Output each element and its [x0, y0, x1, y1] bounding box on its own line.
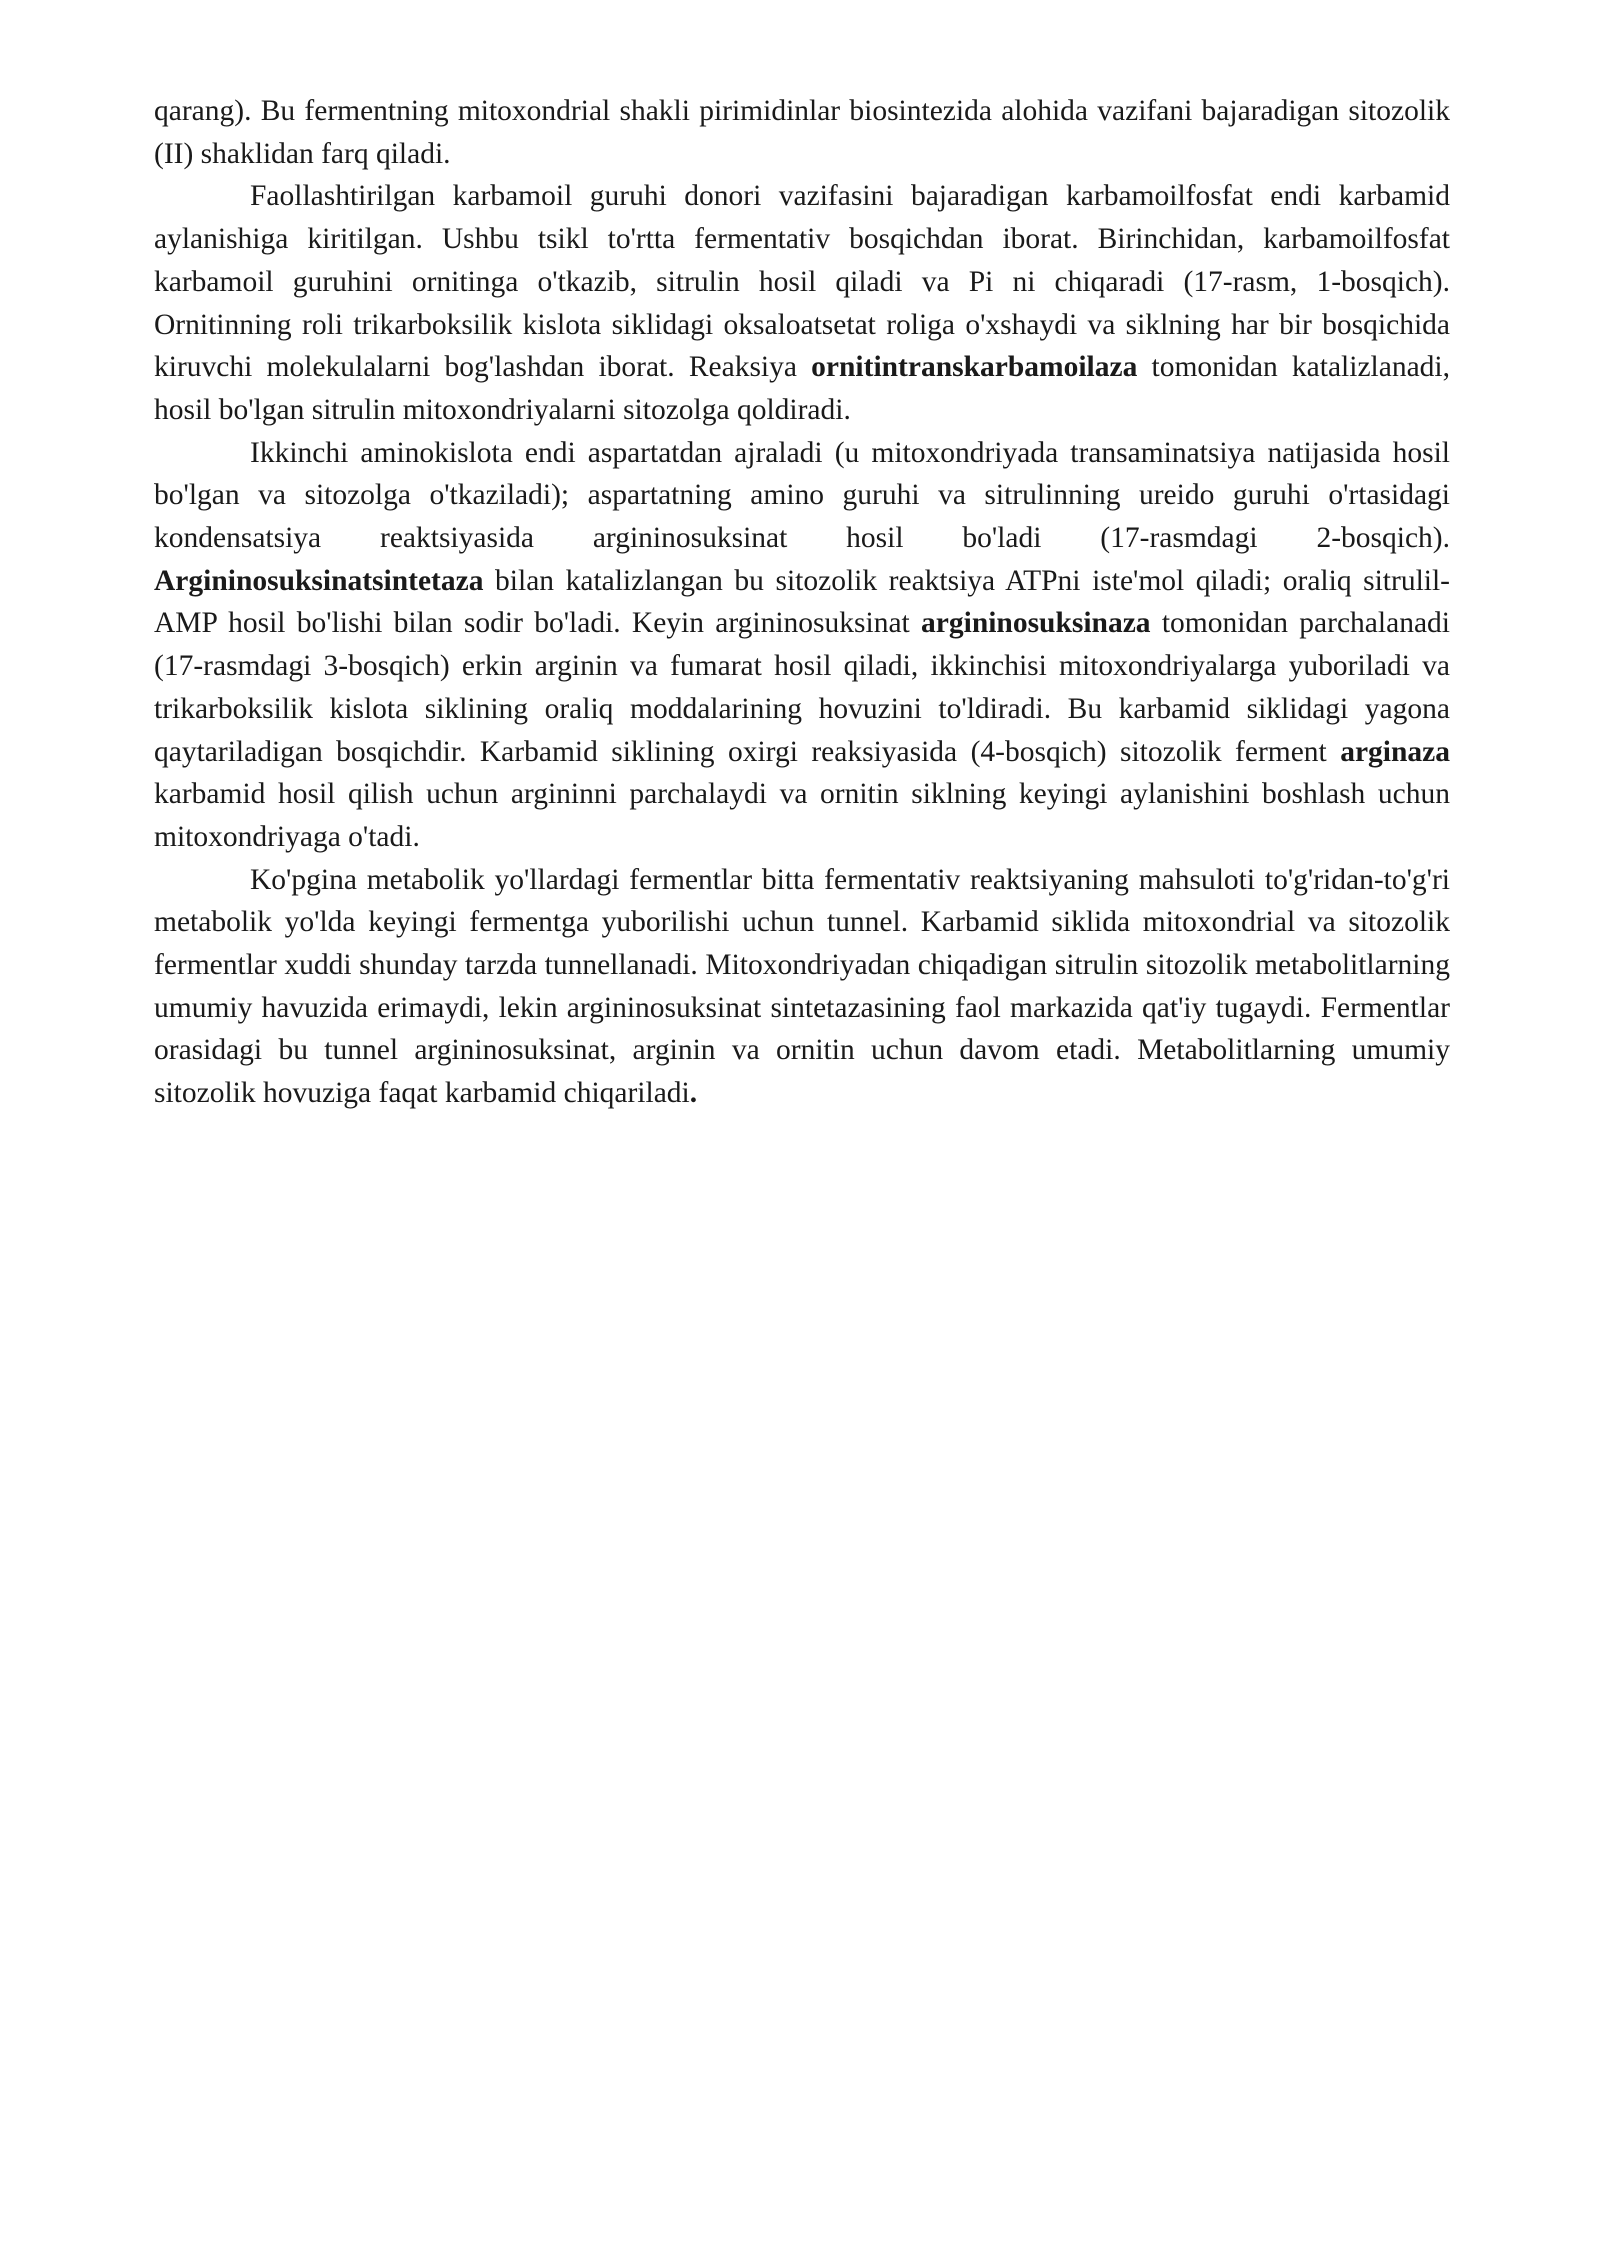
- document-page: [154, 90, 1450, 1115]
- paragraph-2: [154, 175, 1450, 431]
- paragraph-text: bilan katalizlangan bu sitozolik reaktsiya ATPni iste'mol qiladi; oraliq sitrulil-AMP hosil bo'lishi bilan sodir bo'ladi. Keyin argininosuksinat: [154, 564, 1450, 640]
- enzyme-term-arginaza: arginaza: [1340, 735, 1450, 768]
- final-period: .: [689, 1077, 698, 1110]
- enzyme-term-argininosuksinaza: argininosuksinaza: [921, 607, 1151, 640]
- paragraph-text: karbamid hosil qilish uchun argininni parchalaydi va ornitin siklning keyingi aylanishini boshlash uchun mitoxondriyaga o'tadi.: [154, 778, 1450, 853]
- paragraph-text: Faollashtirilgan karbamoil guruhi donori vazifasini bajaradigan karbamoilfosfat endi karbamid aylanishiga kiritilgan. Ushbu tsikl to'rtta fermentativ bosqichdan iborat. Birinchidan, karbamoilfosfat karbamoil guruhini ornitinga o'tkazib, sitrulin hosil qiladi va Pi ni chiqaradi (17-rasm, 1-bosqich). Ornitinning roli trikarboksilik kislota siklidagi oksaloatsetat roliga o'xshaydi va siklning har bir bosqichida kiruvchi molekulalarni bog'lashdan iborat. Reaksiya: [154, 180, 1450, 384]
- paragraph-text: Ko'pgina metabolik yo'llardagi fermentlar bitta fermentativ reaktsiyaning mahsuloti to'g'ridan-to'g'ri metabolik yo'lda keyingi fermentga yuborilishi uchun tunnel. Karbamid siklida mitoxondrial va sitozolik fermentlar xuddi shunday tarzda tunnellanadi. Mitoxondriyadan chiqadigan sitrulin sitozolik metabolitlarning umumiy havuzida erimaydi, lekin argininosuksinat sintetazasining faol markazida qat'iy tugaydi. Fermentlar orasidagi bu tunnel argininosuksinat, arginin va ornitin uchun davom etadi. Metabolitlarning umumiy sitozolik hovuziga faqat karbamid chiqariladi: [154, 863, 1450, 1110]
- paragraph-text: tomonidan katalizlanadi, hosil bo'lgan sitrulin mitoxondriyalarni sitozolga qoldiradi.: [154, 351, 1450, 426]
- paragraph-text: qarang). Bu fermentning mitoxondrial shakli pirimidinlar biosintezida alohida vazifani bajaradigan sitozolik (II) shaklidan farq qiladi.: [154, 95, 1450, 170]
- paragraph-text: Ikkinchi aminokislota endi aspartatdan ajraladi (u mitoxondriyada transaminatsiya natijasida hosil bo'lgan va sitozolga o'tkaziladi); aspartatning amino guruhi va sitrulinning ureido guruhi o'rtasidagi kondensatsiya reaktsiyasida argininosuksinat hosil bo'ladi (17-rasmdagi 2-bosqich).: [154, 436, 1450, 555]
- paragraph-text: tomonidan parchalanadi (17-rasmdagi 3-bosqich) erkin arginin va fumarat hosil qiladi, ikkinchisi mitoxondriyalarga yuboriladi va trikarboksilik kislota siklining oraliq moddalarining hovuzini to'ldiradi. Bu karbamid siklidagi yagona qaytariladigan bosqichdir. Karbamid siklining oxirgi reaksiyasida (4-bosqich) sitozolik ferment: [154, 607, 1450, 768]
- paragraph-4: [154, 859, 1450, 1115]
- paragraph-3: [154, 432, 1450, 859]
- enzyme-term-ornitintranskarbamoilaza: ornitintranskarbamoilaza: [811, 351, 1138, 384]
- paragraph-1: [154, 90, 1450, 175]
- enzyme-term-argininosuksinatsintetaza: Argininosuksinatsintetaza: [154, 564, 484, 597]
